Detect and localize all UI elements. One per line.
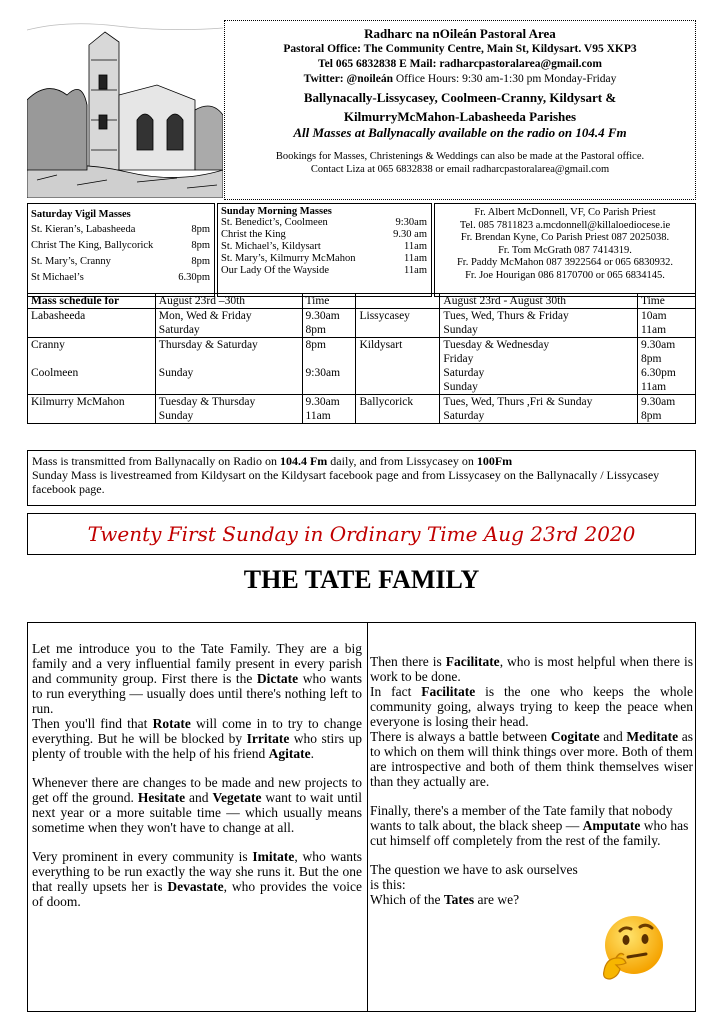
saturday-row: Christ The King, Ballycorick 8pm	[31, 240, 210, 251]
bookings-line-1: Bookings for Masses, Christenings & Weddings can also be made at the Pastoral office.	[275, 151, 645, 162]
sunday-row: St. Michael’s, Kildysart 11am	[221, 241, 427, 252]
saturday-row: St. Mary’s, Cranny 8pm	[31, 256, 210, 267]
parishes-line-2: KilmurryMcMahon-Labasheeda Parishes	[343, 109, 577, 124]
table-row: Cranny Coolmeen Thursday & Saturday Sunday 8pm 9:30am Kildysart Tuesday & Wednesday Friday Saturday Sunday 9.30am 8pm 6.30pm 11am	[28, 338, 696, 395]
clergy-line: Fr. Albert McDonnell, VF, Co Parish Priest	[474, 207, 656, 218]
office-address: Pastoral Office: The Community Centre, Main St, Kildysart. V95 XKP3	[283, 43, 637, 55]
livestream-note: Sunday Mass is livestreamed from Kildysart on the Kildysart facebook page and from Lissycasey on the Ballynacally / Lissycasey facebook page.	[32, 468, 660, 496]
table-row: Labasheeda Mon, Wed & Friday Saturday 9.30am 8pm Lissycasey Tues, Wed, Thurs & Friday Sunday 10am 11am	[28, 309, 696, 338]
sunday-row: St. Benedict’s, Coolmeen 9:30am	[221, 217, 427, 228]
church-illustration	[27, 20, 223, 198]
sunday-masses-box	[217, 203, 432, 297]
mass-schedule-table	[27, 293, 696, 424]
clergy-box	[434, 203, 696, 297]
radio-note: All Masses at Ballynacally available on the radio on 104.4 Fm	[293, 125, 627, 140]
bookings-line-2: Contact Liza at 065 6832838 or email radharcpastoralarea@gmail.com	[310, 164, 610, 175]
thinking-face-icon	[590, 913, 670, 983]
contact-line: Tel 065 6832838 E Mail: radharcpastoralarea@gmail.com	[318, 58, 602, 70]
twitter-handle: Twitter: @noileán	[303, 73, 393, 85]
column-divider	[367, 623, 368, 1011]
sunday-banner: Twenty First Sunday in Ordinary Time Aug 23rd 2020	[27, 513, 696, 555]
saturday-masses-box	[27, 203, 215, 297]
table-header-cell: August 23rd - August 30th	[440, 294, 638, 309]
table-row: Kilmurry McMahon Tuesday & Thursday Sunday 9.30am 11am Ballycorick Tues, Wed, Thurs ,Fri & Sunday Saturday 9.30am 8pm	[28, 395, 696, 424]
table-header-cell: Time	[637, 294, 695, 309]
saturday-title: Saturday Vigil Masses	[31, 209, 131, 220]
clergy-line: Fr. Joe Hourigan 086 8170700 or 065 6834145.	[465, 269, 665, 281]
clergy-line: Fr. Paddy McMahon 087 3922564 or 065 6830932.	[456, 257, 674, 268]
sunday-row: St. Mary’s, Kilmurry McMahon 11am	[221, 253, 427, 264]
clergy-line: Tel. 085 7811823 a.mcdonnell@killaloediocese.ie	[459, 219, 671, 231]
clergy-line: Fr. Tom McGrath 087 7414319.	[498, 244, 632, 256]
table-header-cell: Mass schedule for	[28, 294, 156, 309]
table-header-cell: August 23rd –30th	[155, 294, 302, 309]
saturday-row: St Michael’s 6.30pm	[31, 272, 210, 283]
parishes-line-1: Ballynacally-Lissycasey, Coolmeen-Cranny, Kildysart &	[303, 90, 617, 105]
table-header-cell	[356, 294, 440, 309]
radio-info-box: Mass is transmitted from Ballynacally on Radio on 104.4 Fm daily, and from Lissycasey on 100Fm Sunday Mass is livestreamed from Kildysart on the Kildysart facebook page and from Lissycasey on the Ballynacally / Lissycasey facebook page.	[27, 450, 696, 506]
sunday-row: Our Lady Of the Wayside 11am	[221, 265, 427, 276]
header-box	[224, 20, 696, 200]
office-hours: Office Hours: 9:30 am-1:30 pm Monday-Friday	[395, 73, 617, 85]
sunday-row: Christ the King 9.30 am	[221, 229, 427, 240]
article-right-column: Then there is Facilitate, who is most helpful when there is work to be done. In fact Facilitate is the one who keeps the whole community going, always trying to keep the peace when everyone is losing their head. There is always a battle between Cogitate and Meditate as to which on them will think things over more. Both of them are introspective and both of them think themselves wiser than they actually are. Finally, there's a member of the Tate family that nobody wants to talk about, the black sheep — Amputate who has cut himself off completely from the rest of the family. The question we have to ask ourselves is this: Which of the Tates are we?	[370, 654, 693, 907]
table-header-row	[28, 294, 696, 309]
clergy-line: Fr. Brendan Kyne, Co Parish Priest 087 2025038.	[460, 232, 670, 243]
article-left-column: Let me introduce you to the Tate Family. They are a big family and a very influential family present in every parish and community group. First there is the Dictate who wants to run everything — usually does until there's nothing left to run. Then you'll find that Rotate will come in to try to change everything. But he will be blocked by Irritate who stirs up plenty of trouble with the help of his friend Agitate. Whenever there are changes to be made and new projects to get off the ground. Hesitate and Vegetate want to wait until next year or a more suitable time — which usually means sometime when they won't have to change at all. Very prominent in every community is Imitate, who wants everything to be run exactly the way she runs it. But the one that really upsets her is Devastate, who provides the voice of doom.	[32, 641, 363, 909]
article-title: THE TATE FAMILY	[243, 565, 480, 594]
sunday-title: Sunday Morning Masses	[221, 206, 332, 217]
area-title: Radharc na nOileán Pastoral Area	[364, 26, 556, 41]
table-header-cell: Time	[302, 294, 356, 309]
saturday-row: St. Kieran’s, Labasheeda 8pm	[31, 224, 210, 235]
